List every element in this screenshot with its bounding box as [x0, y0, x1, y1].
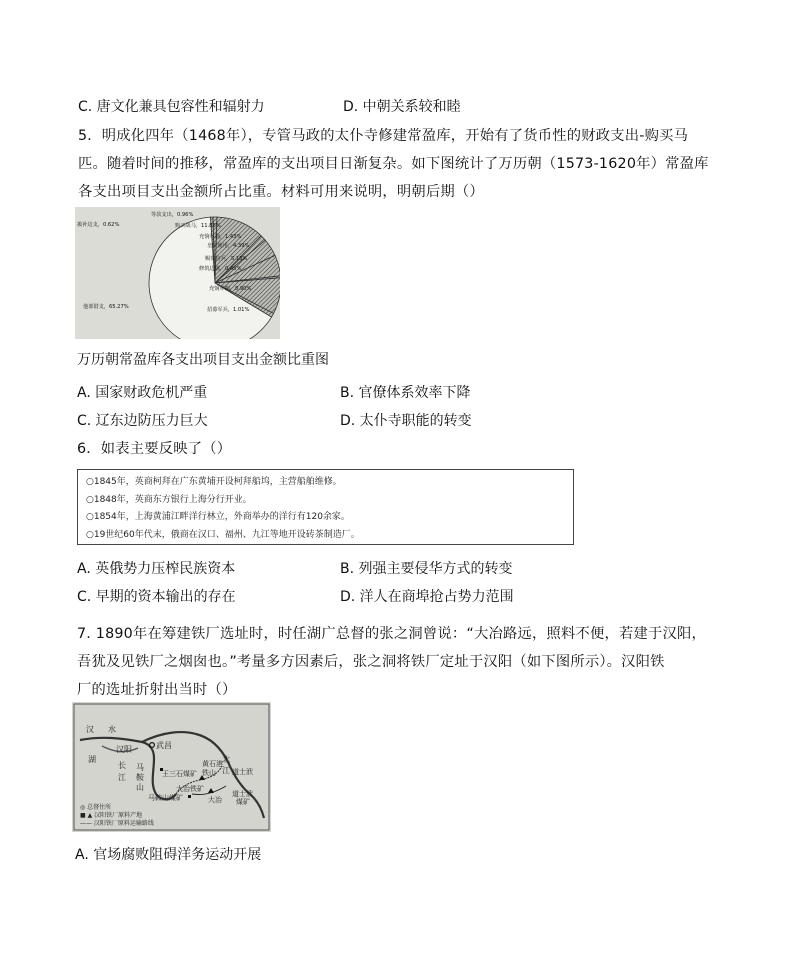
pie-slice-label: 他部借支，65.27% [83, 304, 129, 310]
q7-stem-line1: 7. 1890年在筹建铁厂选址时，时任湖广总督的张之洞曾说：“大冶路远，照料不便，若建于汉阳， [77, 626, 706, 642]
mine-marker [208, 788, 214, 793]
q5-option-d: D. 太仆寺职能的转变 [340, 413, 472, 429]
map-label: 湖 [88, 755, 96, 764]
q5-stem-line3: 各支出项目支出金额所占比重。材料可用来说明，明朝后期（） [78, 184, 484, 200]
q6-material-row: ○1854年，上海黄浦江畔洋行林立，外商举办的洋行有120余家。 [86, 512, 350, 522]
q5-option-b: B. 官僚体系效率下降 [340, 385, 471, 401]
pie-slice-label: 购买战马，11.86% [175, 223, 221, 229]
q5-stem-line1: 5．明成化四年（1468年），专管马政的太仆寺修建常盈库，开始有了货币性的财政支出-购买马 [78, 128, 689, 144]
pie-slice-label: 等款支出，0.96% [151, 212, 194, 218]
map-label: 道士洑 [232, 790, 253, 798]
pie-slice-label: 皇帝使用，4.39% [207, 243, 250, 249]
pie-slice-label: 充饷军饷，1.43% [199, 234, 242, 240]
pie-chart [75, 207, 280, 339]
map-label: 王三石煤矿 [162, 770, 197, 778]
pie-slice-label: 拨补边支，0.62% [77, 222, 120, 228]
q4-option-d: D. 中朝关系较和睦 [343, 99, 461, 115]
map-label: 铁山 [202, 769, 216, 777]
q7-option-a: A. 官场腐败阻碍洋务运动开展 [75, 847, 262, 863]
map-legend-item: —— 汉阳铁厂原料运输路线 [80, 820, 154, 827]
q5-stem-line2: 匹。随着时间的推移，常盈库的支出项目日渐复杂。如下图统计了万历朝（1573-1620年）常盈库 [78, 156, 709, 172]
map-label: 北 [222, 755, 230, 764]
map-label: 鞍 [136, 773, 144, 782]
map-label: 煤矿 [236, 798, 250, 806]
q6-option-d: D. 洋人在商埠抢占势力范围 [340, 589, 514, 605]
map-label: 汉阳 [116, 745, 132, 754]
map-label: 马鞍山煤矿 [148, 794, 183, 802]
q6-option-b: B. 列强主要侵华方式的转变 [340, 561, 513, 577]
q6-option-c: C. 早期的资本输出的存在 [77, 589, 236, 605]
map-label: 汉 [86, 725, 94, 734]
map-label: 山 [136, 783, 144, 792]
q6-material-row: ○19世纪60年代末，俄商在汉口、福州、九江等地开设砖茶制造厂。 [86, 529, 360, 540]
q6-material-box [77, 469, 574, 545]
pie-slice-label: 修筑边墙，0.45% [199, 266, 242, 272]
pie-slice-label: 充饷军饷，8.90% [209, 286, 252, 292]
pie-chart-caption: 万历朝常盈库各支出项目支出金额比重图 [77, 352, 329, 368]
q7-stem-line2: 吾犹及见铁厂之烟囱也。”考量多方因素后，张之洞将铁厂定址于汉阳（如下图所示）。汉阳铁 [77, 654, 665, 670]
map-label: 江 [222, 766, 230, 775]
q4-option-c: C. 唐文化兼具包容性和辐射力 [78, 99, 265, 115]
hanyang-map-figure [72, 702, 271, 832]
map-label: 武昌 [156, 741, 172, 750]
map-label: 黄石港 [202, 760, 223, 768]
map-label: 大冶铁矿 [176, 785, 204, 793]
map-label: 水 [108, 725, 116, 734]
mine-marker [188, 795, 191, 798]
q6-option-a: A. 英俄势力压榨民族资本 [77, 561, 236, 577]
q6-material-row: ○1848年，英商东方银行上海分行开业。 [86, 494, 252, 505]
q5-option-c: C. 辽东边防压力巨大 [77, 413, 208, 429]
q7-stem-line3: 厂的选址折射出当时（） [77, 682, 237, 698]
q5-option-a: A. 国家财政危机严重 [77, 385, 208, 401]
hanyang-map [72, 702, 271, 832]
q6-stem: 6．如表主要反映了（） [77, 441, 232, 457]
map-legend-item: ◎ 总督住所 [80, 804, 112, 811]
map-label: 江 [118, 773, 126, 782]
q6-material-row: ○1845年，英商柯拜在广东黄埔开设柯拜船坞，主营船舶维修。 [86, 477, 342, 487]
pie-chart-figure [75, 207, 280, 339]
map-label: 长 [118, 761, 126, 770]
pie-slice-label: 招募军兵，1.01% [207, 307, 250, 313]
residence-marker [150, 743, 155, 748]
map-label: 马 [136, 763, 144, 772]
map-label: 道士洑 [232, 768, 253, 776]
pie-slice-label: 赐赏官兵，5.13% [205, 256, 248, 262]
map-label: 大冶 [208, 796, 222, 804]
map-legend-item: ■ ▲ 汉阳铁厂原料产地 [80, 812, 143, 819]
